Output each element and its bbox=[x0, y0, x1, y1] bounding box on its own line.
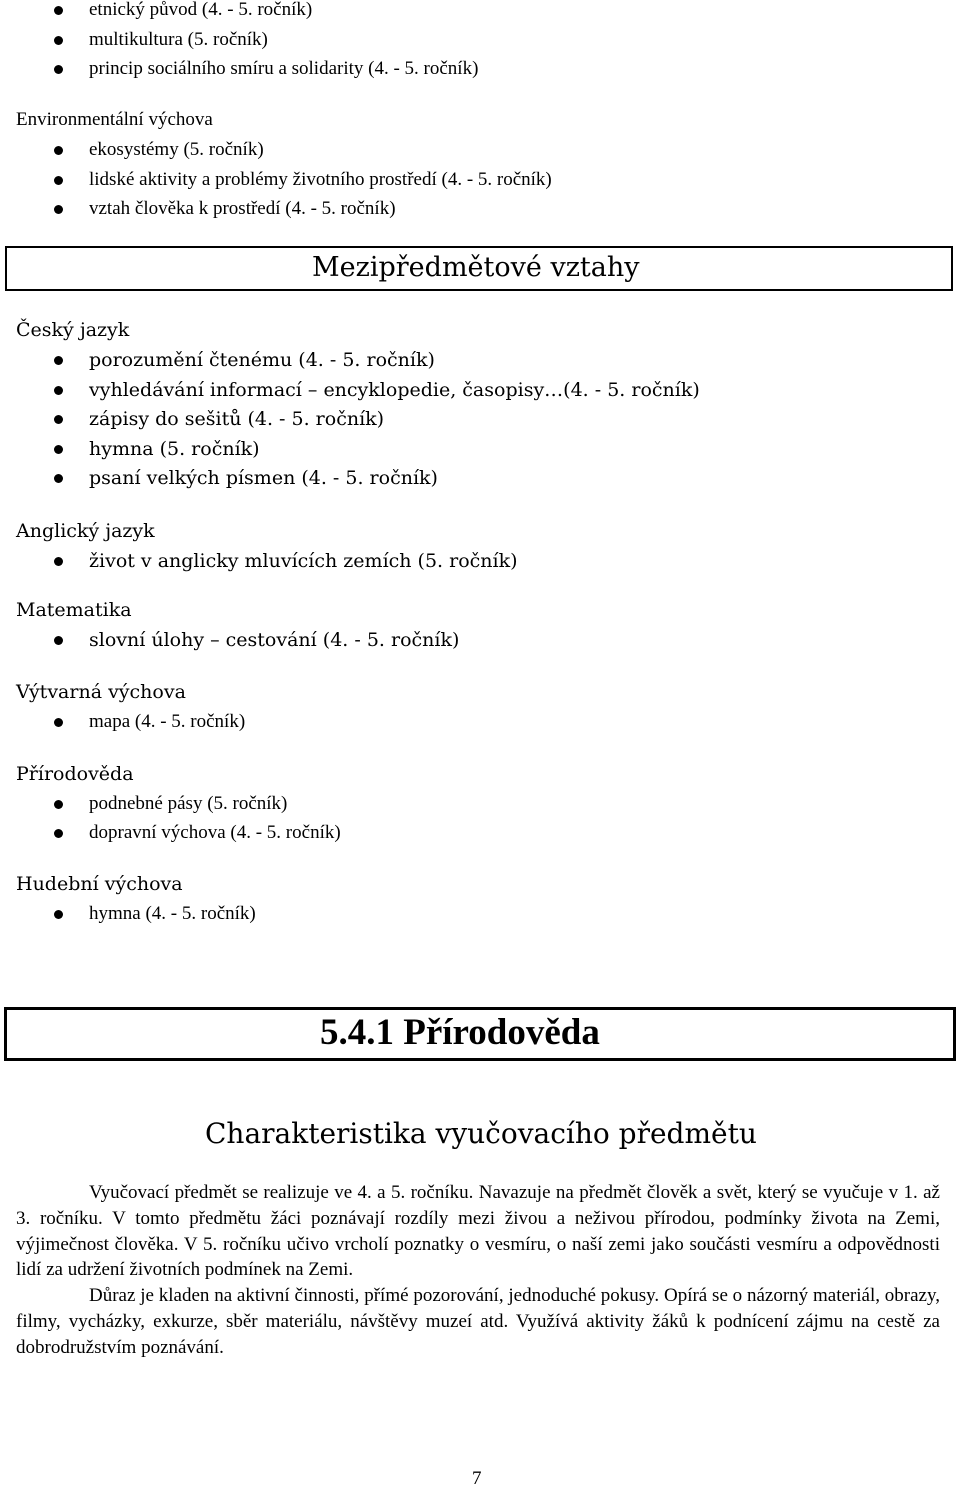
bullet-icon bbox=[54, 800, 63, 809]
list-item: lidské aktivity a problémy životního prostředí (4. - 5. ročník) bbox=[89, 169, 552, 190]
paragraph: Důraz je kladen na aktivní činnosti, přímé pozorování, jednoduché pokusy. Opírá se o názorný materiál, obrazy, filmy, vycházky, exkurze, sběr materiálu, návštěvy muzeí atd. Využívá aktivity žáků k podnícení zájmu na cestě za dobrodružstvím poznávání. bbox=[16, 1285, 940, 1358]
list-item: život v anglicky mluvících zemích (5. ročník) bbox=[89, 550, 518, 572]
list-item: zápisy do sešitů (4. - 5. ročník) bbox=[89, 408, 385, 430]
bullet-icon bbox=[54, 829, 63, 838]
bullet-icon bbox=[54, 176, 63, 185]
list-item: ekosystémy (5. ročník) bbox=[89, 139, 264, 160]
list-item: princip sociálního smíru a solidarity (4. - 5. ročník) bbox=[89, 58, 479, 79]
list-item: vyhledávání informací – encyklopedie, časopisy…(4. - 5. ročník) bbox=[89, 379, 700, 401]
bullet-icon bbox=[54, 910, 63, 919]
bullet-icon bbox=[54, 146, 63, 155]
subject-heading: Matematika bbox=[16, 599, 132, 621]
subheading: Charakteristika vyučovacího předmětu bbox=[205, 1117, 757, 1150]
bullet-icon bbox=[54, 718, 63, 727]
list-item: podnebné pásy (5. ročník) bbox=[89, 793, 288, 814]
list-item: etnický původ (4. - 5. ročník) bbox=[89, 0, 313, 20]
list-item: dopravní výchova (4. - 5. ročník) bbox=[89, 822, 341, 843]
bullet-icon bbox=[54, 36, 63, 45]
list-item: slovní úlohy – cestování (4. - 5. ročník) bbox=[89, 629, 460, 651]
bullet-icon bbox=[54, 65, 63, 74]
bullet-icon bbox=[54, 415, 63, 424]
subject-heading: Český jazyk bbox=[16, 319, 130, 341]
bullet-icon bbox=[54, 474, 63, 483]
list-item: multikultura (5. ročník) bbox=[89, 29, 268, 50]
body-text bbox=[16, 1180, 940, 1361]
subject-heading: Hudební výchova bbox=[16, 873, 183, 895]
bullet-icon bbox=[54, 636, 63, 645]
page-number: 7 bbox=[472, 1468, 482, 1489]
list-item: hymna (4. - 5. ročník) bbox=[89, 903, 256, 924]
bullet-icon bbox=[54, 445, 63, 454]
list-item: hymna (5. ročník) bbox=[89, 438, 260, 460]
list-item: vztah člověka k prostředí (4. - 5. ročník) bbox=[89, 198, 396, 219]
subject-heading: Výtvarná výchova bbox=[16, 681, 186, 703]
bullet-icon bbox=[54, 557, 63, 566]
list-item: psaní velkých písmen (4. - 5. ročník) bbox=[89, 467, 438, 489]
bullet-icon bbox=[54, 356, 63, 365]
paragraph: Vyučovací předmět se realizuje ve 4. a 5. ročníku. Navazuje na předmět člověk a svět, který se vyučuje v 1. až 3. ročníku. V tomto předmětu žáci poznávají rozdíly mezi živou a neživou přírodou, podmínky života na Zemi, výjimečnost člověka. V 5. ročníku učivo vrcholí poznatky o vesmíru, o naší zemi jako součásti vesmíru a odpovědnosti lidí za udržení životních podmínek na Zemi. bbox=[16, 1182, 940, 1281]
chapter-title: 5.4.1 Přírodověda bbox=[320, 1012, 600, 1053]
bullet-icon bbox=[54, 205, 63, 214]
bullet-icon bbox=[54, 6, 63, 15]
bullet-icon bbox=[54, 386, 63, 395]
section-title: Mezipředmětové vztahy bbox=[312, 252, 640, 283]
list-item: mapa (4. - 5. ročník) bbox=[89, 711, 246, 732]
list-item: porozumění čtenému (4. - 5. ročník) bbox=[89, 349, 435, 371]
subject-heading: Přírodověda bbox=[16, 763, 134, 785]
section-heading: Environmentální výchova bbox=[16, 109, 213, 130]
subject-heading: Anglický jazyk bbox=[16, 520, 155, 542]
